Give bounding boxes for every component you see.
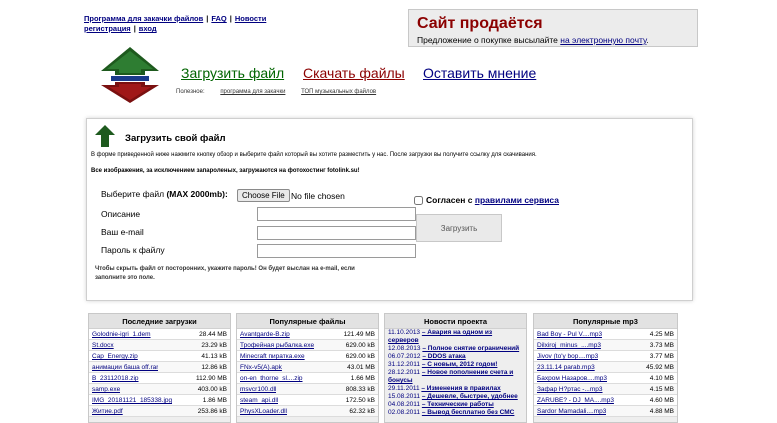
- list-item: [534, 406, 677, 417]
- file-link[interactable]: IMG_20181121_185338.jpg: [92, 397, 173, 404]
- file-link[interactable]: Bad Boy - Pul V....mp3: [537, 331, 603, 338]
- file-link[interactable]: PhysXLoader.dll: [240, 408, 287, 415]
- project-news-box: [384, 313, 527, 423]
- file-link[interactable]: St.docx: [92, 342, 114, 349]
- agree-checkbox[interactable]: [414, 196, 423, 205]
- list-item: [237, 351, 378, 362]
- list-item: [237, 395, 378, 406]
- upload-panel: [86, 118, 693, 301]
- popular-mp3-box: [533, 313, 678, 423]
- news-date: 04.08.2011: [388, 401, 421, 408]
- agree-rules: Согласен с правилами сервиса: [414, 195, 559, 205]
- file-link[interactable]: samp.exe: [92, 386, 121, 393]
- useful-label: Полезное:: [176, 89, 205, 95]
- list-item: [89, 351, 230, 362]
- news-date: 28.12.2011: [388, 369, 421, 376]
- project-news-title: Новости проекта: [385, 314, 526, 329]
- news-item: [385, 409, 526, 417]
- file-size: 4.10 MB: [649, 375, 674, 382]
- download-files-link[interactable]: Скачать файлы: [303, 65, 405, 81]
- list-item: [237, 373, 378, 384]
- file-link[interactable]: Avantgarde-B.zip: [240, 331, 290, 338]
- file-link[interactable]: Minecraft пиратка.exe: [240, 353, 305, 360]
- news-item: [385, 385, 526, 393]
- password-input[interactable]: [257, 244, 416, 258]
- news-link[interactable]: – Технические работы: [421, 401, 494, 408]
- file-size: 23.29 kB: [201, 342, 227, 349]
- list-item: [534, 395, 677, 406]
- file-link[interactable]: Golodnie-igri_1.dem: [92, 331, 151, 338]
- password-label: Пароль к файлу: [101, 245, 165, 255]
- file-size: 629.00 kB: [345, 342, 375, 349]
- leave-feedback-link[interactable]: Оставить мнение: [423, 65, 537, 81]
- news-date: 29.11.2011: [388, 385, 420, 392]
- list-item: [534, 351, 677, 362]
- file-link[interactable]: B_23112018.zip: [92, 375, 139, 382]
- file-link[interactable]: Зафар Н?ртас -...mp3: [537, 386, 603, 393]
- news-date: 31.12.2011: [388, 361, 421, 368]
- useful-links: [176, 89, 376, 95]
- file-size: 403.00 kB: [197, 386, 227, 393]
- file-size: 121.49 MB: [343, 331, 375, 338]
- sale-title: Сайт продаётся: [417, 15, 543, 32]
- file-link[interactable]: Житие.pdf: [92, 408, 123, 415]
- file-link[interactable]: on-en_thorne_sl....zip: [240, 375, 303, 382]
- news-link[interactable]: – Вывод бесплатно без СМС: [421, 409, 515, 416]
- file-size: 28.44 MB: [199, 331, 227, 338]
- recent-uploads-box: [88, 313, 231, 423]
- popular-files-title: Популярные файлы: [237, 314, 378, 329]
- file-link[interactable]: Бахром Назаров....mp3: [537, 375, 608, 382]
- file-size: 112.90 MB: [196, 375, 227, 382]
- popular-mp3-title: Популярные mp3: [534, 314, 677, 329]
- list-item: [534, 340, 677, 351]
- list-item: [237, 329, 378, 340]
- file-size: 4.25 MB: [649, 331, 674, 338]
- news-link[interactable]: – С новым, 2012 годом!: [421, 361, 498, 368]
- file-link[interactable]: Cap_Energy.zip: [92, 353, 138, 360]
- no-file-text: No file chosen: [291, 191, 345, 201]
- list-item: [534, 384, 677, 395]
- description-input[interactable]: [257, 207, 416, 221]
- list-item: [534, 329, 677, 340]
- email-label: Ваш e-mail: [101, 227, 144, 237]
- panel-title: Загрузить свой файл: [125, 133, 226, 144]
- news-item: [385, 353, 526, 361]
- list-item: [89, 340, 230, 351]
- register-link[interactable]: регистрация: [84, 24, 131, 33]
- file-size: 4.88 MB: [649, 408, 674, 415]
- top-music-link[interactable]: ТОП музыкальных файлов: [301, 89, 377, 95]
- file-size: 4.15 MB: [649, 386, 674, 393]
- news-link[interactable]: – Дешевле, быстрее, удобнее: [421, 393, 518, 400]
- faq-link[interactable]: FAQ: [211, 14, 227, 23]
- download-program-useful-link[interactable]: программа для закачки: [220, 89, 286, 95]
- file-link[interactable]: msvcr100.dll: [240, 386, 277, 393]
- file-label: Выберите файл (MAX 2000mb):: [101, 189, 228, 199]
- news-link[interactable]: Новости: [234, 14, 267, 23]
- file-size: 629.00 kB: [345, 353, 375, 360]
- news-link[interactable]: – Изменения в правилах: [421, 385, 501, 392]
- file-link[interactable]: 23.11.14 parab.mp3: [537, 364, 595, 371]
- upload-instructions: В форме приведенной ниже нажмите кнопку обзор и выберите файл который вы хотите разместить у нас. После загрузки вы получите ссылку для скачивания.: [91, 152, 537, 158]
- file-link[interactable]: Sardor Mamadali....mp3: [537, 408, 607, 415]
- news-link[interactable]: – DDOS атака: [422, 353, 466, 360]
- list-item: [237, 384, 378, 395]
- file-link[interactable]: Dilxiroj_minus_....mp3: [537, 342, 601, 349]
- upload-file-link[interactable]: Загрузить файл: [181, 65, 285, 81]
- file-link[interactable]: Jivov (to'y bop....mp3: [537, 353, 599, 360]
- file-size: 1.86 MB: [202, 397, 227, 404]
- list-item: [237, 340, 378, 351]
- news-date: 02.08.2011: [388, 409, 421, 416]
- file-size: 1.66 MB: [350, 375, 375, 382]
- file-size: 12.86 kB: [201, 364, 227, 371]
- list-item: [237, 362, 378, 373]
- site-logo-icon[interactable]: [101, 47, 159, 103]
- rules-link[interactable]: правилами сервиса: [474, 195, 559, 205]
- news-item: [385, 369, 526, 385]
- file-link[interactable]: Трофейная рыбалка.exe: [240, 342, 315, 349]
- list-item: [89, 406, 230, 417]
- news-item: [385, 361, 526, 369]
- list-item: [237, 406, 378, 417]
- news-date: 15.08.2011: [388, 393, 421, 400]
- list-item: [89, 384, 230, 395]
- file-size: 172.50 kB: [345, 397, 375, 404]
- top-nav: Программа для закачки файлов | FAQ | Новости регистрация | вход: [84, 14, 267, 33]
- upload-arrow-icon: [95, 125, 115, 147]
- file-link[interactable]: анимации баша off.rar: [92, 364, 159, 371]
- password-hint: Чтобы скрыть файл от посторонних, укажите пароль! Он будет выслан на e-mail, если заполните это поле.: [95, 266, 355, 281]
- file-size: 43.01 MB: [347, 364, 375, 371]
- news-link[interactable]: – Полное снятие ограничений: [422, 345, 520, 352]
- file-size: 253.86 kB: [197, 408, 227, 415]
- email-input[interactable]: [257, 226, 416, 240]
- news-item: [385, 393, 526, 401]
- recent-uploads-title: Последние загрузки: [89, 314, 230, 329]
- news-item: [385, 401, 526, 409]
- news-link[interactable]: – Новое пополнение счета и бонусы: [388, 369, 514, 384]
- file-size: 4.60 MB: [649, 397, 674, 404]
- popular-files-box: [236, 313, 379, 423]
- list-item: [89, 373, 230, 384]
- file-size: 808.33 kB: [345, 386, 375, 393]
- file-size: 62.32 kB: [349, 408, 375, 415]
- file-size: 45.92 MB: [646, 364, 674, 371]
- news-date: 06.07.2012: [388, 353, 421, 360]
- list-item: [89, 329, 230, 340]
- list-item: [534, 373, 677, 384]
- list-item: [534, 362, 677, 373]
- upload-submit-button[interactable]: Загрузить: [416, 214, 502, 242]
- file-link[interactable]: ZARUBE? - DJ_MA....mp3: [537, 397, 614, 404]
- description-label: Описание: [101, 209, 141, 219]
- file-size: 3.77 MB: [649, 353, 674, 360]
- news-date: 11.10.2013: [388, 329, 421, 336]
- sale-desc: Предложение о покупке высылайте на электронную почту.: [417, 35, 649, 45]
- login-link[interactable]: вход: [138, 24, 157, 33]
- list-item: [89, 395, 230, 406]
- sale-banner: [408, 9, 698, 47]
- choose-file-button[interactable]: Choose File: [237, 189, 290, 202]
- email-offer-link[interactable]: на электронную почту: [560, 35, 647, 45]
- news-link[interactable]: – Авария на одном из серверов: [388, 329, 493, 344]
- file-size: 3.73 MB: [649, 342, 674, 349]
- list-item: [89, 362, 230, 373]
- download-program-link[interactable]: Программа для закачки файлов: [84, 14, 204, 23]
- upload-note: Все изображения, за исключением запароленых, загружаются на фотохостинг fotolink.su!: [91, 168, 360, 174]
- news-date: 12.08.2013: [388, 345, 421, 352]
- file-link[interactable]: FNx-v5(A).apk: [240, 364, 282, 371]
- news-item: [385, 345, 526, 353]
- file-size: 41.13 kB: [201, 353, 227, 360]
- news-item: [385, 329, 526, 345]
- file-link[interactable]: steam_api.dll: [240, 397, 279, 404]
